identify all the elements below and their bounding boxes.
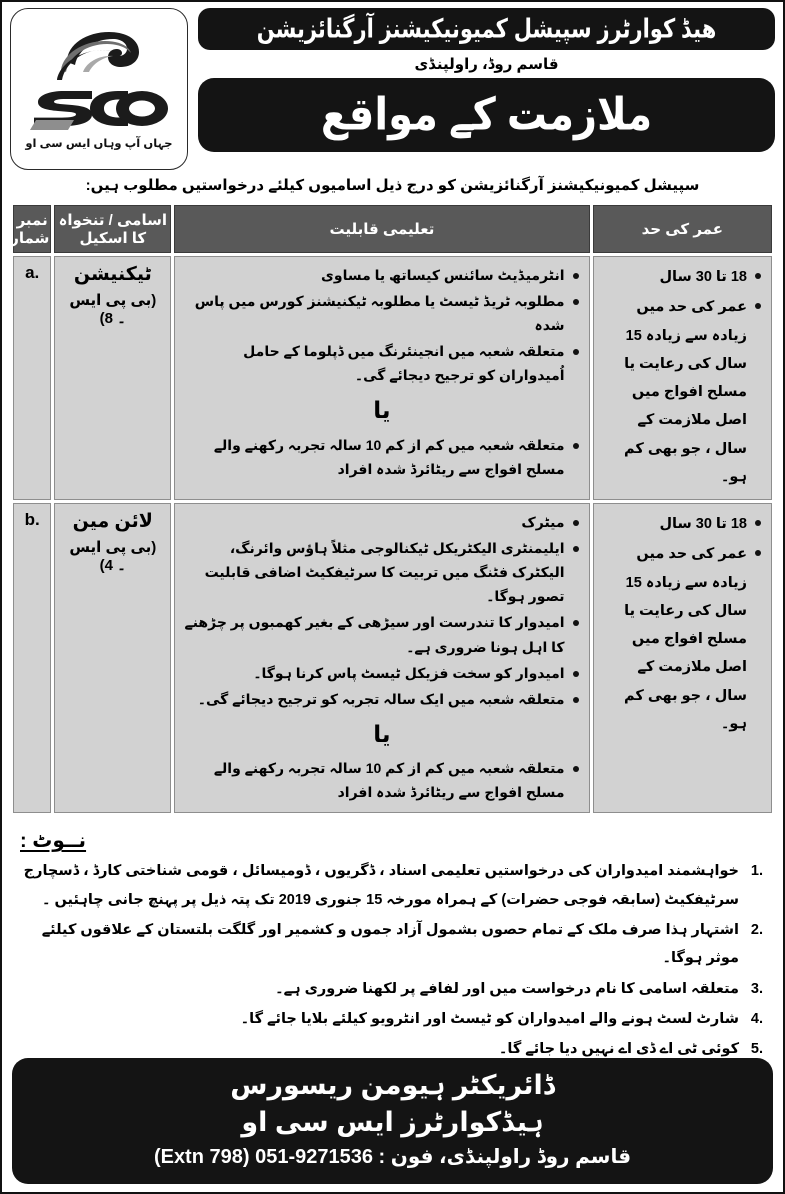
footer-director-title: ڈائریکٹر ہیومن ریسورس: [230, 1070, 555, 1101]
col-header-sr-no: نمبر شمار: [13, 205, 51, 253]
table-row: [13, 503, 772, 813]
or-separator: [183, 713, 580, 755]
footer-address-phone: [26, 1142, 759, 1172]
col-header-age-limit: عمر کی حد: [593, 205, 772, 253]
cell-sr-no: b.: [13, 503, 51, 813]
table-row: [13, 256, 772, 500]
footer-contact-banner: [12, 1058, 773, 1184]
header: [10, 8, 775, 170]
footer-headquarters: ہیڈکوارٹرز ایس سی او: [241, 1106, 544, 1137]
col-header-qualification: تعلیمی قابلیت: [174, 205, 589, 253]
header-address: قاسم روڈ، راولپنڈی: [414, 56, 559, 73]
or-word: یا: [373, 397, 391, 424]
cell-sr-no: a.: [13, 256, 51, 500]
note-item: خواہشمند امیدواران کی درخواستیں تعلیمی اسناد ، ڈگریوں ، ڈومیسائل ، قومی شناختی کارڈ ، ڈسچارج سرٹیفکیٹ (سابقہ فوجی حضرات) کے ہمراہ مورخہ 15 جنوری 2019 تک پتہ ذیل پر پہنچ جانی چاہئیں ۔: [23, 863, 739, 908]
footer-address-prefix: قاسم روڈ راولپنڈی، فون :: [372, 1146, 632, 1168]
qualification-alt-item: متعلقہ شعبہ میں کم از کم 10 سالہ تجربہ رکھنے والے مسلح افواج سے ریٹائرڈ شدہ افراد: [183, 433, 580, 481]
note-item: کوئی ٹی اے ڈی اے نہیں دیا جائے گا۔: [498, 1041, 739, 1058]
age-item: عمر کی حد میں زیادہ سے زیادہ 15 سال کی رعایت یا مسلح افواج میں اصل ملازمت کے سال ، جو بھی کم ہو۔: [602, 293, 763, 491]
or-word: یا: [373, 720, 391, 747]
note-item: متعلقہ اسامی کا نام درخواست میں اور لفافے پر لکھنا ضروری ہے۔: [275, 980, 739, 997]
post-name: ٹیکنیشن: [73, 264, 152, 285]
header-text-block: [192, 8, 775, 170]
age-item: 18 تا 30 سال: [602, 263, 763, 291]
qualification-item: میٹرک: [183, 510, 580, 534]
cell-age-limit: [593, 503, 772, 813]
post-scale: (بی پی ایس ۔ 8): [69, 291, 157, 327]
vacancies-table: [10, 202, 775, 816]
qualification-item: مطلوبہ ٹریڈ ٹیسٹ یا مطلوبہ ٹیکنیشنز کورس میں پاس شدہ: [183, 289, 580, 337]
col-header-post-scale: اسامی / تنخواہ کا اسکیل: [54, 205, 171, 253]
qualification-item: انٹرمیڈیٹ سائنس کیساتھ یا مساوی: [183, 263, 580, 287]
age-item: 18 تا 30 سال: [602, 510, 763, 538]
note-item: شارٹ لسٹ ہونے والے امیدواران کو ٹیسٹ اور انٹرویو کیلئے بلایا جائے گا۔: [240, 1010, 739, 1027]
table-header-row: [13, 205, 772, 253]
age-item: عمر کی حد میں زیادہ سے زیادہ 15 سال کی رعایت یا مسلح افواج میں اصل ملازمت کے سال ، جو بھی کم ہو۔: [602, 540, 763, 738]
cell-qualification: [174, 256, 589, 500]
globe-swoosh-icon: [53, 28, 145, 86]
qualification-item: امیدوار کا تندرست اور سیڑھی کے بغیر کھمبوں پر چڑھنے کا اہل ہونا ضروری ہے۔: [183, 610, 580, 658]
sco-wordmark: [24, 82, 174, 134]
intro-text: سپیشل کمیونیکیشنز آرگنائزیشن کو درج ذیل اسامیوں کیلئے درخواستیں مطلوب ہیں:: [85, 177, 700, 194]
qualification-alt-item: متعلقہ شعبہ میں کم از کم 10 سالہ تجربہ رکھنے والے مسلح افواج سے ریٹائرڈ شدہ افراد: [183, 756, 580, 804]
cell-age-limit: [593, 256, 772, 500]
cell-post: [54, 256, 171, 500]
or-separator: [183, 389, 580, 431]
note-item: اشتہار ہذا صرف ملک کے تمام حصوں بشمول آزاد جموں و کشمیر اور گلگت بلتستان کے علاقوں کیلئے موثر ہوگا۔: [41, 921, 739, 967]
notes-section: [10, 816, 775, 1063]
qualification-item: ایلیمنٹری الیکٹریکل ٹیکنالوجی مثلاً ہاؤس وائرنگ، الیکٹرک فٹنگ میں تربیت کا سرٹیفکیٹ اضافی قابلیت تصور ہوگا۔: [183, 536, 580, 608]
sco-logo: [10, 8, 188, 170]
cell-qualification: [174, 503, 589, 813]
qualification-item: متعلقہ شعبہ میں انجینئرنگ میں ڈپلوما کے حامل اُمیدواران کو ترجیح دیجائے گی۔: [183, 339, 580, 387]
organization-name: ھیڈ کوارٹرز سپیشل کمیونیکیشنز آرگنائزیشن: [256, 14, 717, 44]
qualification-item: متعلقہ شعبہ میں ایک سالہ تجربہ کو ترجیح دیجائے گی۔: [183, 687, 580, 711]
qualification-item: امیدوار کو سخت فزیکل ٹیسٹ پاس کرنا ہوگا۔: [183, 661, 580, 685]
page-title: ملازمت کے مواقع: [320, 90, 653, 140]
post-scale: (بی پی ایس ۔ 4): [69, 538, 157, 574]
post-name: لائن مین: [72, 511, 153, 533]
notes-list: [20, 857, 765, 1063]
footer-phone-number: (Extn 798) 051-9271536: [153, 1146, 373, 1168]
main-title-banner: [198, 78, 775, 152]
logo-tagline: جہاں آپ وہاں ایس سی او: [25, 138, 173, 150]
cell-post: [54, 503, 171, 813]
notes-heading: نــوٹ :: [20, 830, 87, 853]
organization-banner: [198, 8, 775, 50]
